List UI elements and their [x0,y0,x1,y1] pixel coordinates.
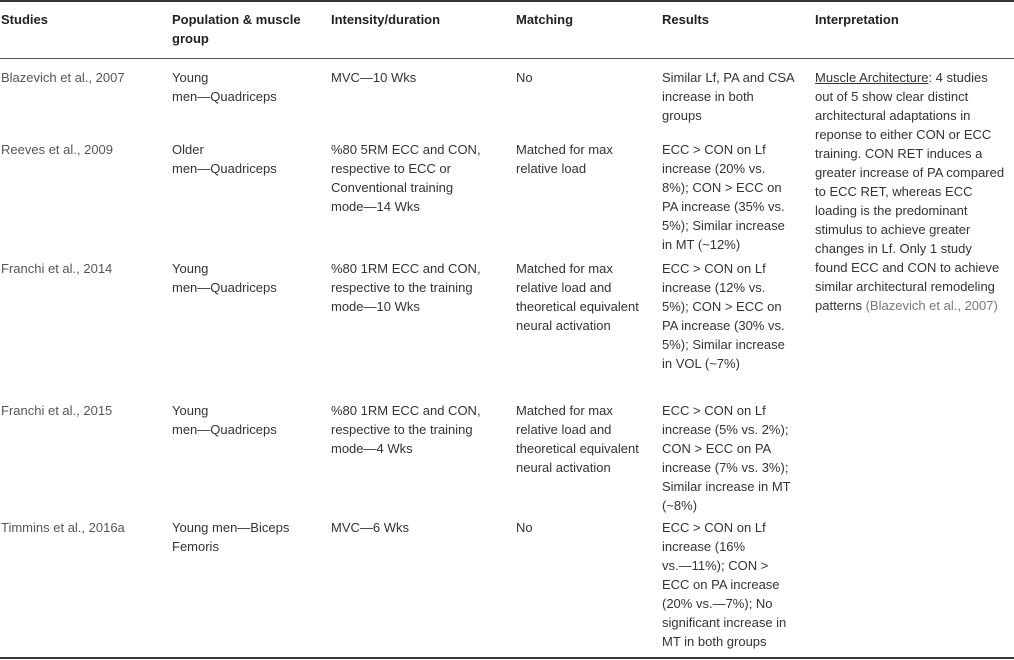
top-rule [0,0,1014,2]
interpretation-text: : 4 studies out of 5 show clear distinct architectural adaptations in reponse to either CON or ECC training. CON RET induces a greater increase of PA compared to ECC RET, whereas ECC loading is the predominant stimulus to achieve greater changes in Lf. Only 1 study found ECC and CON to achieve similar architectural remodeling patterns [815,70,1005,313]
header-interpretation: Interpretation [815,12,899,27]
row-1-population: Young men—Quadriceps [172,70,277,104]
row-3-intensity: %80 1RM ECC and CON, respective to the training mode—10 Wks [331,261,481,314]
row-4-population: Young men—Quadriceps [172,403,277,437]
row-3-study: Franchi et al., 2014 [1,261,113,276]
row-1-study: Blazevich et al., 2007 [1,70,125,85]
row-5-study: Timmins et al., 2016a [1,520,125,535]
row-5-intensity: MVC—6 Wks [331,520,409,535]
row-4-results: ECC > CON on Lf increase (5% vs. 2%); CON > ECC on PA increase (7% vs. 3%); Similar increase in MT (~8%) [662,403,791,513]
row-4-intensity: %80 1RM ECC and CON, respective to the training mode—4 Wks [331,403,481,456]
row-3-results: ECC > CON on Lf increase (12% vs. 5%); CON > ECC on PA increase (30% vs. 5%); Similar increase in VOL (~7%) [662,261,785,371]
row-2-intensity: %80 5RM ECC and CON, respective to ECC or Conventional training mode—14 Wks [331,142,481,214]
bottom-rule [0,657,1014,659]
row-5-results: ECC > CON on Lf increase (16% vs.—11%); CON > ECC on PA increase (20% vs.—7%); No significant increase in MT in both groups [662,520,787,649]
row-3-population: Young men—Quadriceps [172,261,277,295]
interpretation-cell [815,68,1013,315]
row-1-matching: No [516,70,533,85]
header-matching: Matching [516,12,574,27]
row-2-matching: Matched for max relative load [516,142,613,176]
header-intensity: Intensity/duration [331,12,441,27]
row-4-study: Franchi et al., 2015 [1,403,113,418]
row-2-population: Older men—Quadriceps [172,142,277,176]
header-rule [0,58,1014,59]
row-2-results: ECC > CON on Lf increase (20% vs. 8%); CON > ECC on PA increase (35% vs. 5%); Similar increase in MT (~12%) [662,142,785,252]
interpretation-lead: Muscle Architecture [815,70,929,85]
row-2-study: Reeves et al., 2009 [1,142,114,157]
header-population: Population & muscle group [172,12,301,46]
row-1-intensity: MVC—10 Wks [331,70,417,85]
row-1-results: Similar Lf, PA and CSA increase in both groups [662,70,795,123]
header-studies: Studies [1,12,48,27]
row-5-population: Young men—Biceps Femoris [172,520,290,554]
row-3-matching: Matched for max relative load and theoretical equivalent neural activation [516,261,639,333]
header-results: Results [662,12,709,27]
row-4-matching: Matched for max relative load and theoretical equivalent neural activation [516,403,639,475]
row-5-matching: No [516,520,533,535]
interpretation-citation: (Blazevich et al., 2007) [865,298,998,313]
